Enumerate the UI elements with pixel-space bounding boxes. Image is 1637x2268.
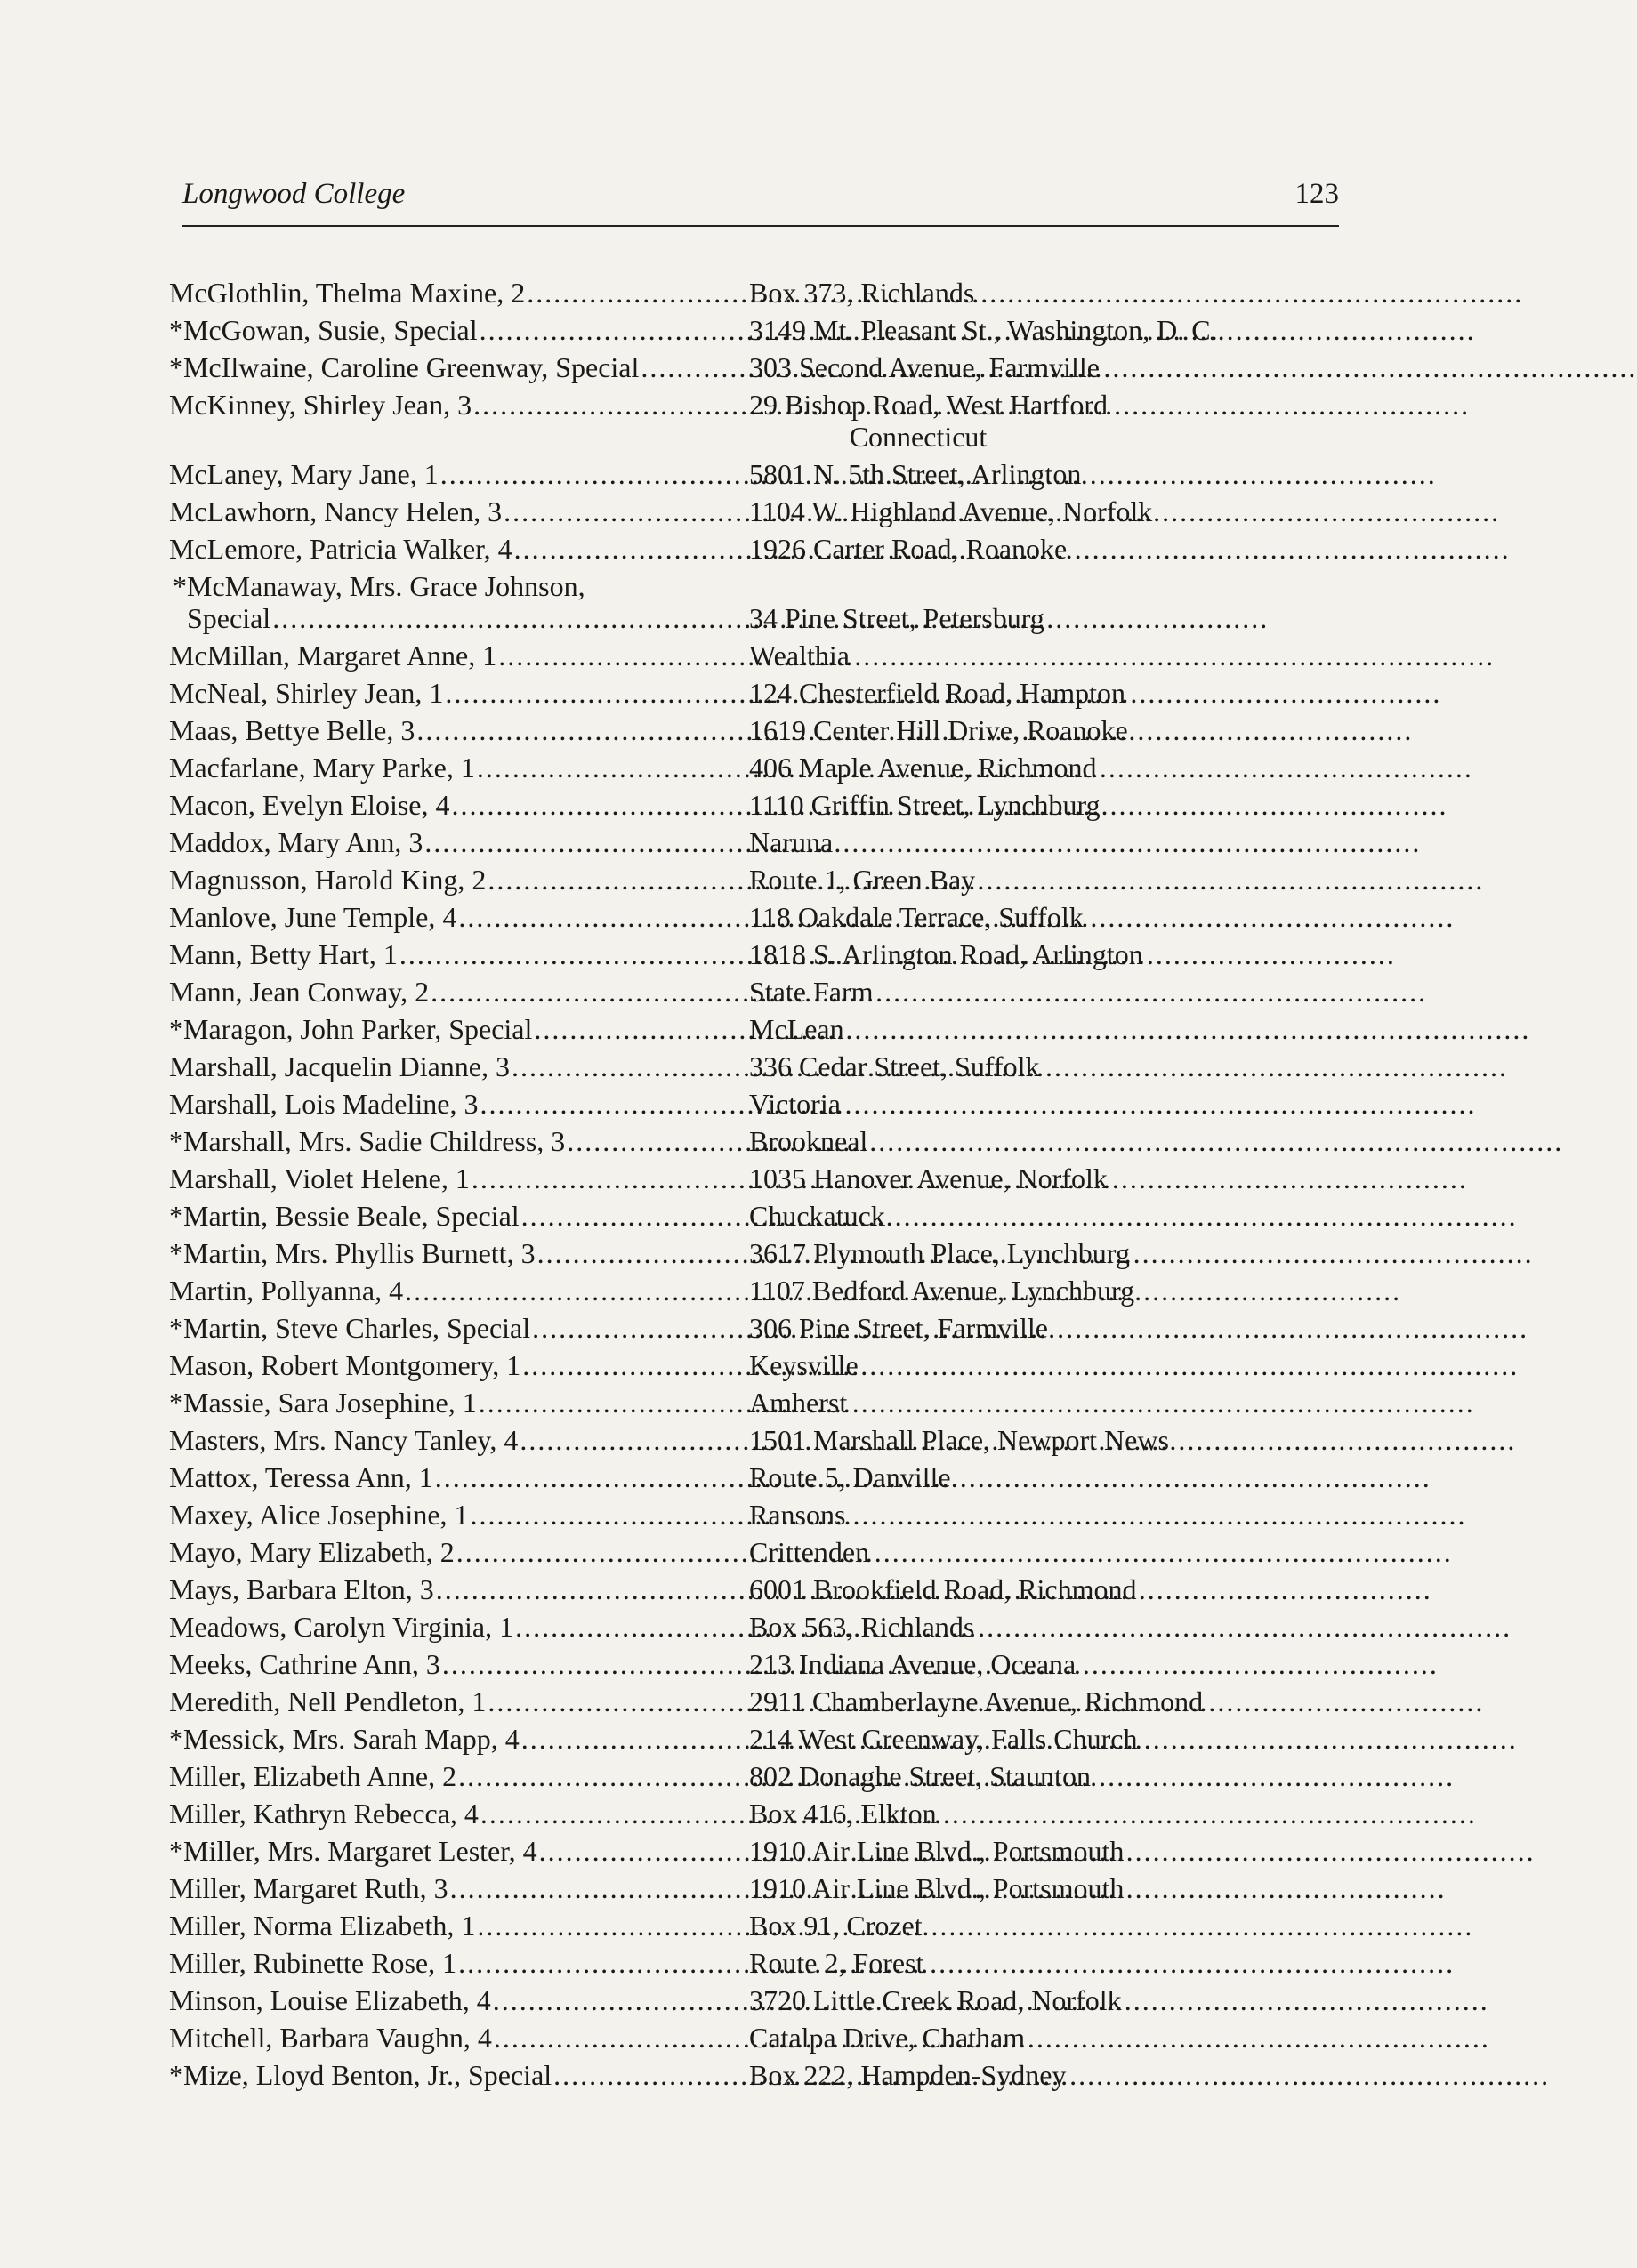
entry-name-text: Messick, Mrs. Sarah Mapp, 4 xyxy=(183,1723,520,1755)
entry-name-text: Martin, Steve Charles, Special xyxy=(183,1312,531,1344)
directory-entry xyxy=(169,674,1335,712)
entry-address xyxy=(749,712,1128,749)
entry-name xyxy=(169,1272,746,1309)
directory-entry xyxy=(169,1608,1335,1645)
entry-address-text: 1501 Marshall Place, Newport News xyxy=(749,1424,1169,1456)
entry-name-text: McNeal, Shirley Jean, 1 xyxy=(169,677,444,709)
directory-entry xyxy=(169,493,1335,530)
directory-entry xyxy=(169,1048,1335,1085)
entry-name xyxy=(169,1533,746,1571)
directory-entry xyxy=(169,1272,1335,1309)
entry-address-text: Keysville xyxy=(749,1349,859,1381)
entry-address xyxy=(749,1347,859,1384)
entry-address-text: Catalpa Drive, Chatham xyxy=(749,2022,1026,2054)
directory-entry xyxy=(169,712,1335,749)
directory-entry xyxy=(169,386,1335,455)
special-marker: * xyxy=(169,2059,183,2091)
dot-leader xyxy=(498,637,1495,674)
entry-name xyxy=(169,274,746,311)
directory-entry xyxy=(169,1907,1335,1944)
entry-name xyxy=(169,1982,746,2019)
directory-entry xyxy=(169,1384,1335,1421)
entry-address xyxy=(749,349,1100,386)
entry-address xyxy=(749,1832,1124,1870)
directory-entry xyxy=(169,1459,1335,1496)
entry-name xyxy=(169,530,746,567)
directory-entry xyxy=(169,1309,1335,1347)
dot-leader xyxy=(522,1347,1519,1384)
entry-name-text: Meredith, Nell Pendleton, 1 xyxy=(169,1685,487,1717)
special-marker: * xyxy=(169,1723,183,1755)
entry-address xyxy=(749,1160,1108,1197)
special-marker: * xyxy=(169,314,183,346)
dot-leader xyxy=(521,1197,1518,1235)
dot-leader xyxy=(567,1122,1563,1160)
directory-entry xyxy=(169,786,1335,824)
entry-name xyxy=(169,1048,746,1085)
entry-address-text: Box 416, Elkton xyxy=(749,1798,937,1830)
special-marker: * xyxy=(173,570,187,602)
directory-entry xyxy=(173,567,1335,637)
entry-address-text: State Farm xyxy=(749,976,874,1008)
directory-entry xyxy=(169,824,1335,861)
entry-address xyxy=(749,1720,1137,1757)
directory-entry xyxy=(169,898,1335,936)
entry-address xyxy=(749,1496,845,1533)
entry-address-text: 1035 Hanover Avenue, Norfolk xyxy=(749,1162,1108,1194)
entry-name xyxy=(169,1608,746,1645)
entry-address-text: Route 5, Danville xyxy=(749,1461,951,1493)
entry-name xyxy=(169,824,746,861)
entry-name-text: Marshall, Jacquelin Dianne, 3 xyxy=(169,1050,510,1082)
special-marker: * xyxy=(169,1312,183,1344)
entry-address-text: 34 Pine Street, Petersburg xyxy=(749,602,1044,634)
entry-address-text: 214 West Greenway, Falls Church xyxy=(749,1723,1138,1755)
dot-leader xyxy=(488,861,1484,898)
directory-entry xyxy=(169,1496,1335,1533)
entry-address xyxy=(749,1870,1124,1907)
entry-address xyxy=(749,599,1044,637)
entry-name xyxy=(169,1459,746,1496)
entry-address-text: Route 1, Green Bay xyxy=(749,864,976,896)
entry-name-text: Special xyxy=(187,602,271,634)
entry-name xyxy=(169,1795,746,1832)
entry-address-text: 3617 Plymouth Place, Lynchburg xyxy=(749,1237,1130,1269)
entry-address-text: Crittenden xyxy=(749,1536,870,1568)
special-marker: * xyxy=(169,1237,183,1269)
entry-name-text: Marshall, Violet Helene, 1 xyxy=(169,1162,470,1194)
entry-address-text: 1910 Air Line Blvd., Portsmouth xyxy=(749,1835,1125,1867)
entry-address xyxy=(749,1533,869,1571)
entry-address xyxy=(749,1907,923,1944)
entry-name-text: McGowan, Susie, Special xyxy=(183,314,478,346)
entry-name xyxy=(169,749,746,786)
entry-name-text: Martin, Mrs. Phyllis Burnett, 3 xyxy=(183,1237,536,1269)
directory-entry xyxy=(169,637,1335,674)
entry-address-text: 3149 Mt. Pleasant St., Washington, D. C. xyxy=(749,314,1218,346)
entry-address xyxy=(749,1683,1203,1720)
directory-entry xyxy=(169,749,1335,786)
entry-name xyxy=(169,674,746,712)
entry-address-text: 303 Second Avenue, Farmville xyxy=(749,351,1100,383)
entry-name xyxy=(169,493,746,530)
special-marker: * xyxy=(169,1200,183,1232)
entry-address-text: 1107 Bedford Avenue, Lynchburg xyxy=(749,1275,1135,1307)
entry-address xyxy=(749,898,1084,936)
special-marker: * xyxy=(169,1013,183,1045)
entry-address xyxy=(749,311,1218,349)
special-marker: * xyxy=(169,1125,183,1157)
directory-entry xyxy=(169,274,1335,311)
entry-name xyxy=(169,1421,746,1459)
entry-name xyxy=(169,1720,746,1757)
entry-name xyxy=(169,712,746,749)
entry-name-text: McKinney, Shirley Jean, 3 xyxy=(169,389,472,421)
entry-address-text: Ransons xyxy=(749,1499,846,1531)
entry-name xyxy=(169,1309,746,1347)
entry-name-text: Miller, Margaret Ruth, 3 xyxy=(169,1872,448,1904)
entry-name xyxy=(187,599,746,637)
entry-name xyxy=(169,1122,746,1160)
entry-address-text: 29 Bishop Road, West Hartford xyxy=(749,389,1109,421)
directory-entry xyxy=(169,2056,1335,2094)
entry-name-text: Miller, Rubinette Rose, 1 xyxy=(169,1947,457,1979)
entry-address-text: 124 Chesterfield Road, Hampton xyxy=(749,677,1126,709)
entry-name xyxy=(169,1757,746,1795)
dot-leader xyxy=(424,824,1421,861)
directory-entry xyxy=(169,1944,1335,1982)
directory-entry xyxy=(169,1571,1335,1608)
entry-name-text: Mayo, Mary Elizabeth, 2 xyxy=(169,1536,455,1568)
entry-address-text: McLean xyxy=(749,1013,844,1045)
entry-address xyxy=(749,455,1081,493)
entry-name xyxy=(169,455,746,493)
entry-address-text: 336 Cedar Street, Suffolk xyxy=(749,1050,1040,1082)
entry-address-text: Box 373, Richlands xyxy=(749,277,975,309)
entry-name-text: Massie, Sara Josephine, 1 xyxy=(183,1387,477,1419)
entry-name xyxy=(169,1085,746,1122)
entry-name-text: Marshall, Mrs. Sadie Childress, 3 xyxy=(183,1125,566,1157)
special-marker: * xyxy=(169,1387,183,1419)
entry-name-text: Minson, Louise Elizabeth, 4 xyxy=(169,1984,491,2016)
entry-address xyxy=(749,493,1152,530)
entry-address xyxy=(749,1235,1130,1272)
entry-name xyxy=(169,1944,746,1982)
directory-entry xyxy=(169,1870,1335,1907)
entry-name-text: Mattox, Teressa Ann, 1 xyxy=(169,1461,433,1493)
directory-entry xyxy=(169,861,1335,898)
entry-address xyxy=(749,786,1101,824)
directory-entry xyxy=(169,1795,1335,1832)
entry-name-text: McMillan, Margaret Anne, 1 xyxy=(169,639,497,672)
entry-name xyxy=(169,1496,746,1533)
entry-address-text: Route 2, Forest xyxy=(749,1947,924,1979)
entry-name-text: Miller, Elizabeth Anne, 2 xyxy=(169,1760,457,1792)
entry-name-text: Maragon, John Parker, Special xyxy=(183,1013,533,1045)
entry-name-text: Masters, Mrs. Nancy Tanley, 4 xyxy=(169,1424,519,1456)
directory-entry xyxy=(169,455,1335,493)
directory-entry xyxy=(169,530,1335,567)
entry-address xyxy=(749,674,1125,712)
directory-entry xyxy=(169,2019,1335,2056)
directory-entry xyxy=(169,1421,1335,1459)
directory-entry xyxy=(169,1832,1335,1870)
directory-entry xyxy=(169,1010,1335,1048)
entry-name-text: McIlwaine, Caroline Greenway, Special xyxy=(183,351,640,383)
entry-address xyxy=(749,1608,974,1645)
entry-address xyxy=(749,2056,1066,2094)
directory-entry xyxy=(169,311,1335,349)
entry-name xyxy=(169,1870,746,1907)
directory-entry xyxy=(169,1122,1335,1160)
entry-address-text: 1110 Griffin Street, Lynchburg xyxy=(749,789,1101,821)
entry-name xyxy=(169,1010,746,1048)
entry-name-text: Macfarlane, Mary Parke, 1 xyxy=(169,752,475,784)
dot-leader xyxy=(477,1907,1473,1944)
entry-address xyxy=(749,1010,844,1048)
entry-name xyxy=(169,311,746,349)
directory-entry xyxy=(169,349,1335,386)
entry-address-text: 5801 N. 5th Street, Arlington xyxy=(749,458,1082,490)
entry-address-text: Box 222, Hampden-Sydney xyxy=(749,2059,1067,2091)
entry-address xyxy=(749,637,850,674)
directory-entry xyxy=(169,1533,1335,1571)
entry-name-text: Mason, Robert Montgomery, 1 xyxy=(169,1349,521,1381)
entry-address-text: Naruna xyxy=(749,826,834,858)
entry-name-text: Martin, Bessie Beale, Special xyxy=(183,1200,520,1232)
entry-address xyxy=(749,1309,1048,1347)
entry-name-text: Mann, Betty Hart, 1 xyxy=(169,938,398,970)
entry-name xyxy=(169,898,746,936)
entry-address-text: Box 91, Crozet xyxy=(749,1910,923,1942)
entry-address xyxy=(749,1795,937,1832)
entry-name-text: Macon, Evelyn Eloise, 4 xyxy=(169,789,450,821)
directory-entry xyxy=(169,1347,1335,1384)
entry-address-text: 306 Pine Street, Farmville xyxy=(749,1312,1048,1344)
entry-address xyxy=(749,1197,885,1235)
entry-address xyxy=(749,1421,1169,1459)
entry-address-text: 1926 Carter Road, Roanoke xyxy=(749,533,1068,565)
entry-address xyxy=(749,1085,841,1122)
entry-name xyxy=(169,973,746,1010)
entry-name-text: Mitchell, Barbara Vaughn, 4 xyxy=(169,2022,492,2054)
directory-entry xyxy=(169,1235,1335,1272)
directory-entry xyxy=(169,1982,1335,2019)
entry-name-text: Maddox, Mary Ann, 3 xyxy=(169,826,423,858)
entry-name-text: McManaway, Mrs. Grace Johnson, xyxy=(187,570,585,602)
directory-entry xyxy=(169,1683,1335,1720)
entry-name xyxy=(169,1347,746,1384)
entry-address xyxy=(749,1645,1076,1683)
entry-name-text: Mays, Barbara Elton, 3 xyxy=(169,1573,434,1605)
entry-address-line2: Connecticut xyxy=(849,421,988,453)
entry-address-text: 1104 W. Highland Avenue, Norfolk xyxy=(749,495,1153,527)
entry-address-text: 6001 Brookfield Road, Richmond xyxy=(749,1573,1137,1605)
entry-name-text: McGlothlin, Thelma Maxine, 2 xyxy=(169,277,526,309)
entry-name xyxy=(169,861,746,898)
entry-address xyxy=(749,973,874,1010)
entry-address xyxy=(749,1757,1091,1795)
entry-name xyxy=(169,1683,746,1720)
entry-name-text: McLaney, Mary Jane, 1 xyxy=(169,458,439,490)
directory-entry xyxy=(169,936,1335,973)
entry-name-text: Magnusson, Harold King, 2 xyxy=(169,864,487,896)
entry-address xyxy=(749,749,1096,786)
entry-address-text: 1619 Center Hill Drive, Roanoke xyxy=(749,714,1128,746)
entry-name-text: Mann, Jean Conway, 2 xyxy=(169,976,430,1008)
entry-address xyxy=(749,274,974,311)
special-marker: * xyxy=(169,1835,183,1867)
entry-address xyxy=(749,1982,1122,2019)
entry-name xyxy=(169,1907,746,1944)
entry-name xyxy=(169,1197,746,1235)
directory-entry xyxy=(169,1085,1335,1122)
entry-name-text: Martin, Pollyanna, 4 xyxy=(169,1275,404,1307)
entry-address-text: Amherst xyxy=(749,1387,848,1419)
dot-leader xyxy=(515,1608,1512,1645)
entry-address xyxy=(749,1944,923,1982)
entry-name xyxy=(169,386,746,423)
entry-name xyxy=(169,936,746,973)
dot-leader xyxy=(479,1384,1475,1421)
entry-address-text: Box 563, Richlands xyxy=(749,1611,975,1643)
entry-address-text: Victoria xyxy=(749,1088,841,1120)
entry-name-text: Maxey, Alice Josephine, 1 xyxy=(169,1499,469,1531)
entry-name-text: Manlove, June Temple, 4 xyxy=(169,901,457,933)
entry-name xyxy=(169,786,746,824)
entry-name xyxy=(169,2019,746,2056)
entry-name-text: Mize, Lloyd Benton, Jr., Special xyxy=(183,2059,552,2091)
entry-name xyxy=(169,1235,746,1272)
entry-address-text: 213 Indiana Avenue, Oceana xyxy=(749,1648,1077,1680)
entry-address-text: 3720 Little Creek Road, Norfolk xyxy=(749,1984,1122,2016)
entry-name-text: Miller, Norma Elizabeth, 1 xyxy=(169,1910,476,1942)
entry-name-text: Marshall, Lois Madeline, 3 xyxy=(169,1088,479,1120)
entry-name-text: Miller, Mrs. Margaret Lester, 4 xyxy=(183,1835,537,1867)
directory-entry xyxy=(169,1757,1335,1795)
dot-leader xyxy=(458,1944,1455,1982)
entry-address xyxy=(749,1122,867,1160)
entry-name-text: McLemore, Patricia Walker, 4 xyxy=(169,533,512,565)
entry-address xyxy=(749,530,1067,567)
entry-name xyxy=(169,1645,746,1683)
entry-address xyxy=(749,824,833,861)
student-directory xyxy=(169,274,1335,2094)
dot-leader xyxy=(480,1795,1477,1832)
entry-name xyxy=(169,1384,746,1421)
entry-address-text: 118 Oakdale Terrace, Suffolk xyxy=(749,901,1084,933)
entry-name xyxy=(169,2056,746,2094)
dot-leader xyxy=(480,1085,1476,1122)
entry-address xyxy=(749,1272,1134,1309)
entry-name xyxy=(169,1571,746,1608)
entry-name-text: McLawhorn, Nancy Helen, 3 xyxy=(169,495,503,527)
entry-name xyxy=(169,349,746,386)
entry-address xyxy=(749,386,1109,453)
entry-name xyxy=(169,1832,746,1870)
entry-address xyxy=(749,861,975,898)
entry-name-text: Meeks, Cathrine Ann, 3 xyxy=(169,1648,440,1680)
dot-leader xyxy=(431,973,1427,1010)
dot-leader xyxy=(527,274,1523,311)
page-header xyxy=(182,178,1339,222)
dot-leader xyxy=(456,1533,1453,1571)
entry-address-text: 2911 Chamberlayne Avenue, Richmond xyxy=(749,1685,1204,1717)
directory-entry xyxy=(169,1197,1335,1235)
entry-address-text: Brookneal xyxy=(749,1125,868,1157)
entry-address xyxy=(749,1459,951,1496)
entry-address-text: 1910 Air Line Blvd., Portsmouth xyxy=(749,1872,1125,1904)
entry-name-text: Miller, Kathryn Rebecca, 4 xyxy=(169,1798,479,1830)
running-title: Longwood College xyxy=(182,178,406,210)
entry-name-text: Meadows, Carolyn Virginia, 1 xyxy=(169,1611,514,1643)
directory-entry xyxy=(169,973,1335,1010)
directory-entry xyxy=(169,1645,1335,1683)
special-marker: * xyxy=(169,351,183,383)
entry-name xyxy=(169,637,746,674)
dot-leader xyxy=(471,1496,1467,1533)
entry-address xyxy=(749,936,1143,973)
directory-entry xyxy=(169,1720,1335,1757)
page-number: 123 xyxy=(1294,178,1339,210)
directory-entry xyxy=(169,1160,1335,1197)
entry-address-text: Chuckatuck xyxy=(749,1200,885,1232)
entry-address-text: 1818 S. Arlington Road, Arlington xyxy=(749,938,1143,970)
entry-address xyxy=(749,2019,1025,2056)
entry-address xyxy=(749,1571,1137,1608)
entry-address-text: 802 Donaghe Street, Staunton xyxy=(749,1760,1091,1792)
dot-leader xyxy=(534,1010,1530,1048)
entry-address-text: Wealthia xyxy=(749,639,850,672)
entry-address-text: 406 Maple Avenue, Richmond xyxy=(749,752,1097,784)
entry-address xyxy=(749,1384,847,1421)
entry-name-text: Maas, Bettye Belle, 3 xyxy=(169,714,415,746)
header-rule xyxy=(182,225,1339,227)
entry-name xyxy=(169,1160,746,1197)
entry-address xyxy=(749,1048,1039,1085)
